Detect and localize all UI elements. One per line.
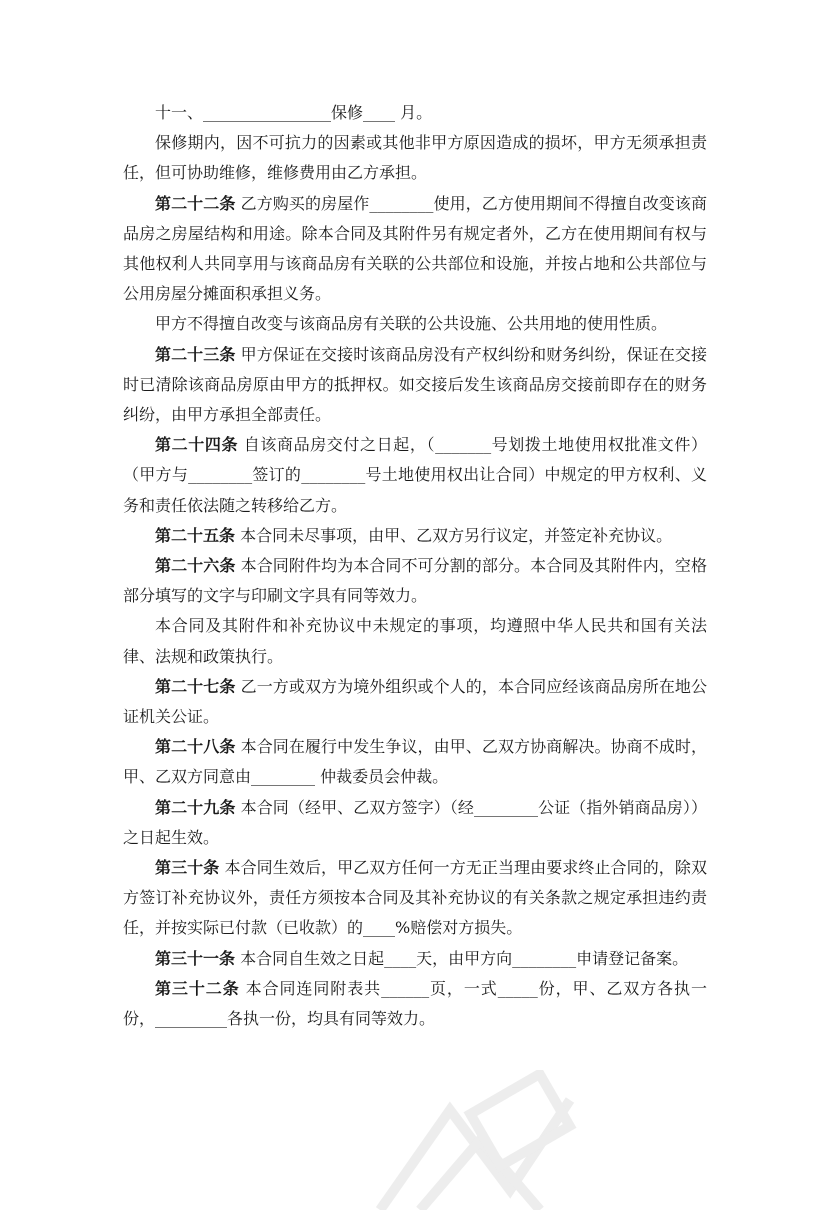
article-28-heading: 第二十八条 — [155, 737, 236, 757]
paragraph-4: 甲方不得擅自改变与该商品房有关联的公共设施、公共用地的使用性质。 — [155, 314, 668, 334]
article-25-heading: 第二十五条 — [155, 525, 236, 545]
article-31: 第三十一条 本合同自生效之日起____天，由甲方向________申请登记备案。 — [155, 948, 689, 968]
article-23-heading: 第二十三条 — [155, 344, 236, 364]
article-24-heading: 第二十四条 — [155, 435, 239, 455]
article-26-heading: 第二十六条 — [155, 556, 236, 576]
article-32-heading: 第三十二条 — [155, 978, 240, 998]
document-body — [123, 98, 707, 1034]
article-29-heading: 第二十九条 — [155, 797, 236, 817]
article-22-heading: 第二十二条 — [155, 193, 236, 213]
paragraph-1: 十一、________________保修____ 月。 — [155, 103, 433, 122]
article-30: 第三十条 本合同生效后，甲乙双方任何一方无正当理由要求终止合同的，除双方签订补充协议外，责任方须按本合同及其补充协议的有关条款之规定承担违约责任，并按实际已付款（已收款）的____%赔偿对方损失。 — [123, 858, 707, 938]
paragraph-9: 本合同及其附件和补充协议中未规定的事项，均遵照中华人民共和国有关法律、法规和政策执行。 — [123, 616, 707, 666]
article-28: 第二十八条 本合同在履行中发生争议，由甲、乙双方协商解决。协商不成时，甲、乙双方同意由________ 仲裁委员会仲裁。 — [123, 737, 707, 787]
article-25: 第二十五条 本合同未尽事项，由甲、乙双方另行议定，并签定补充协议。 — [155, 525, 673, 545]
article-32: 第三十二条 本合同连同附表共______页，一式_____份，甲、乙双方各执一份，_________各执一份，均具有同等效力。 — [123, 978, 707, 1029]
article-27-heading: 第二十七条 — [155, 676, 236, 696]
article-26: 第二十六条 本合同附件均为本合同不可分割的部分。本合同及其附件内，空格部分填写的文字与印刷文字具有同等效力。 — [123, 556, 707, 606]
watermark-icon — [360, 1070, 620, 1210]
article-27: 第二十七条 乙一方或双方为境外组织或个人的，本合同应经该商品房所在地公证机关公证。 — [123, 676, 707, 727]
article-31-heading: 第三十一条 — [155, 948, 236, 968]
article-22: 第二十二条 乙方购买的房屋作________使用，乙方使用期间不得擅自改变该商品房之房屋结构和用途。除本合同及其附件另有规定者外，乙方在使用期间有权与其他权利人共同享用与该商品房有关联的公共部位和设施，并按占地和公共部位与公用房屋分摊面积承担义务。 — [123, 193, 707, 304]
article-24: 第二十四条 自该商品房交付之日起，（_______号划拨土地使用权批准文件）（甲方与________签订的________号土地使用权出让合同）中规定的甲方权利、义务和责任依法随之转移给乙方。 — [123, 435, 707, 515]
article-23: 第二十三条 甲方保证在交接时该商品房没有产权纠纷和财务纠纷，保证在交接时已清除该商品房原由甲方的抵押权。如交接后发生该商品房交接前即存在的财务纠纷，由甲方承担全部责任。 — [123, 344, 707, 425]
article-30-heading: 第三十条 — [155, 858, 220, 878]
paragraph-2: 保修期内，因不可抗力的因素或其他非甲方原因造成的损坏，甲方无须承担责任，但可协助维修，维修费用由乙方承担。 — [123, 133, 707, 183]
article-29: 第二十九条 本合同（经甲、乙双方签字）（经________公证（指外销商品房））之日起生效。 — [123, 797, 707, 847]
